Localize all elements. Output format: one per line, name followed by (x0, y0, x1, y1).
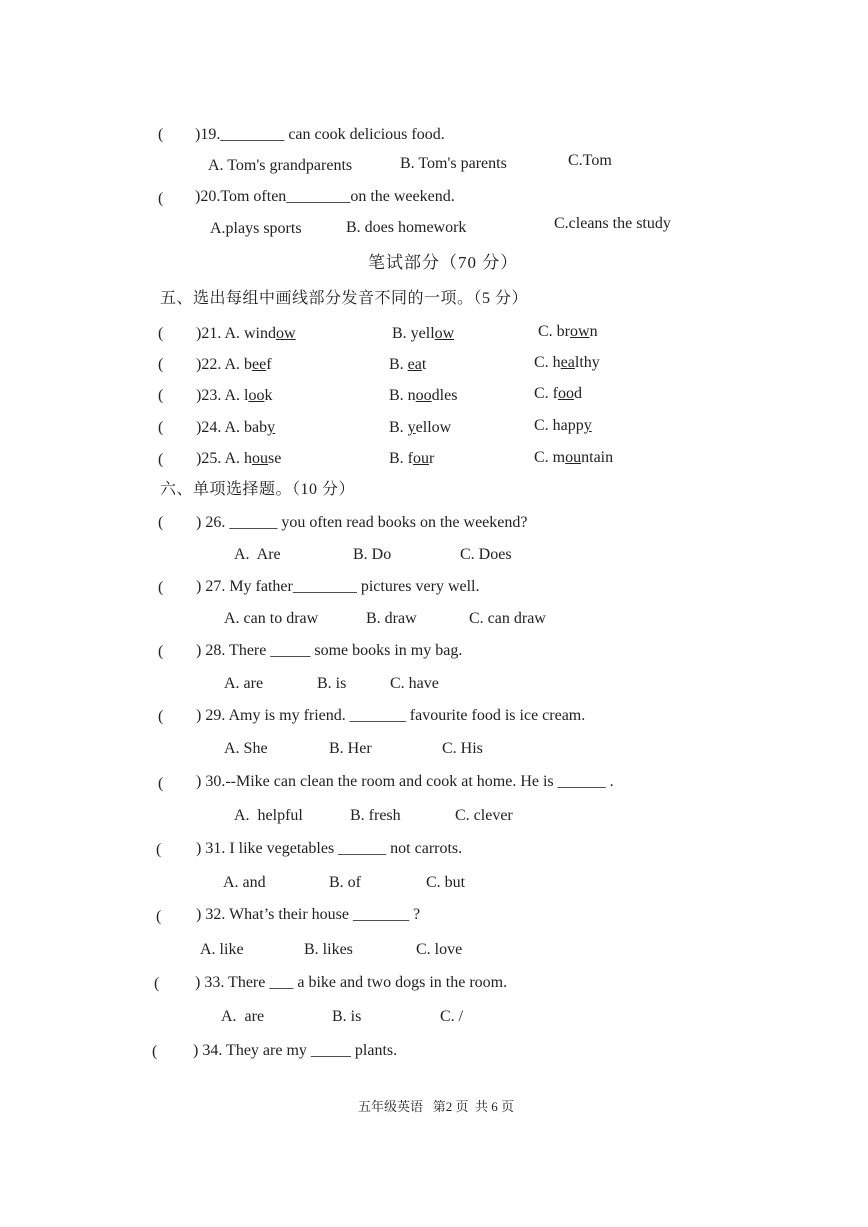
paren-30: ( (158, 775, 164, 792)
q30-option-b: B. fresh (350, 807, 401, 824)
q21-c: C. brown (538, 323, 598, 340)
q23-c: C. food (534, 385, 582, 402)
q24-c: C. happy (534, 417, 592, 434)
q22-c: C. healthy (534, 354, 600, 371)
paren-28: ( (158, 643, 164, 660)
paren-25: ( (158, 451, 164, 468)
q20-option-c: C.cleans the study (554, 215, 671, 232)
q25-c: C. mountain (534, 449, 614, 466)
q22-b: B. eat (389, 356, 427, 373)
paren-20: ( (158, 190, 164, 207)
question-33-stem: ) 33. There ___ a bike and two dogs in the room. (195, 974, 508, 991)
paren-24: ( (158, 419, 164, 436)
q28-option-c: C. have (390, 675, 439, 692)
q25-a: )25. A. house (196, 450, 282, 467)
page-footer: 五年级英语 第2 页 共 6 页 (358, 1099, 515, 1114)
paren-21: ( (158, 325, 164, 342)
question-27-stem: ) 27. My father________ pictures very well. (196, 578, 480, 595)
section-6-title: 六、单项选择题。（10 分） (160, 481, 356, 498)
q20-option-a: A.plays sports (210, 220, 302, 237)
q31-option-a: A. and (223, 874, 266, 891)
q30-option-a: A. helpful (234, 807, 303, 824)
paren-34: ( (152, 1043, 158, 1060)
q21-a: )21. A. window (196, 325, 296, 342)
q19-option-b: B. Tom's parents (400, 155, 507, 172)
q23-b: B. noodles (389, 387, 458, 404)
q29-option-a: A. She (224, 740, 268, 757)
q32-option-c: C. love (416, 941, 463, 958)
question-32-stem: ) 32. What’s their house _______ ? (196, 906, 421, 923)
section-5-title: 五、选出每组中画线部分发音不同的一项。（5 分） (160, 290, 529, 307)
q24-b: B. yellow (389, 419, 452, 436)
q20-option-b: B. does homework (346, 219, 467, 236)
question-29-stem: ) 29. Amy is my friend. _______ favourite food is ice cream. (196, 707, 586, 724)
q30-option-c: C. clever (455, 807, 513, 824)
question-19-stem: )19.________ can cook delicious food. (195, 126, 445, 143)
q32-option-a: A. like (200, 941, 244, 958)
q33-option-b: B. is (332, 1008, 362, 1025)
q23-a: )23. A. look (196, 387, 273, 404)
q28-option-b: B. is (317, 675, 347, 692)
q27-option-b: B. draw (366, 610, 417, 627)
q24-a: )24. A. baby (196, 419, 276, 436)
paren-33: ( (154, 975, 160, 992)
q29-option-b: B. Her (329, 740, 372, 757)
paren-26: ( (158, 514, 164, 531)
paren-31: ( (156, 841, 162, 858)
paren-27: ( (158, 579, 164, 596)
q32-option-b: B. likes (304, 941, 353, 958)
q26-option-c: C. Does (460, 546, 512, 563)
q19-option-a: A. Tom's grandparents (208, 157, 353, 174)
q33-option-a: A. are (221, 1008, 265, 1025)
q31-option-c: C. but (426, 874, 466, 891)
q25-b: B. four (389, 450, 435, 467)
question-28-stem: ) 28. There _____ some books in my bag. (196, 642, 463, 659)
paren-23: ( (158, 387, 164, 404)
paren-19: ( (158, 126, 164, 143)
paren-29: ( (158, 708, 164, 725)
part-title: 笔试部分（70 分） (368, 253, 519, 272)
paren-32: ( (156, 908, 162, 925)
q27-option-a: A. can to draw (224, 610, 319, 627)
q29-option-c: C. His (442, 740, 483, 757)
question-31-stem: ) 31. I like vegetables ______ not carrots. (196, 840, 463, 857)
q19-option-c: C.Tom (568, 152, 612, 169)
paren-22: ( (158, 356, 164, 373)
q26-option-a: A. Are (234, 546, 281, 563)
q31-option-b: B. of (329, 874, 361, 891)
q22-a: )22. A. beef (196, 356, 272, 373)
question-34-stem: ) 34. They are my _____ plants. (193, 1042, 398, 1059)
q28-option-a: A. are (224, 675, 264, 692)
q33-option-c: C. / (440, 1008, 464, 1025)
question-20-stem: )20.Tom often________on the weekend. (195, 188, 455, 205)
question-30-stem: ) 30.--Mike can clean the room and cook at home. He is ______ . (196, 773, 614, 790)
question-26-stem: ) 26. ______ you often read books on the weekend? (196, 514, 528, 531)
q26-option-b: B. Do (353, 546, 392, 563)
q27-option-c: C. can draw (469, 610, 546, 627)
q21-b: B. yellow (392, 325, 455, 342)
